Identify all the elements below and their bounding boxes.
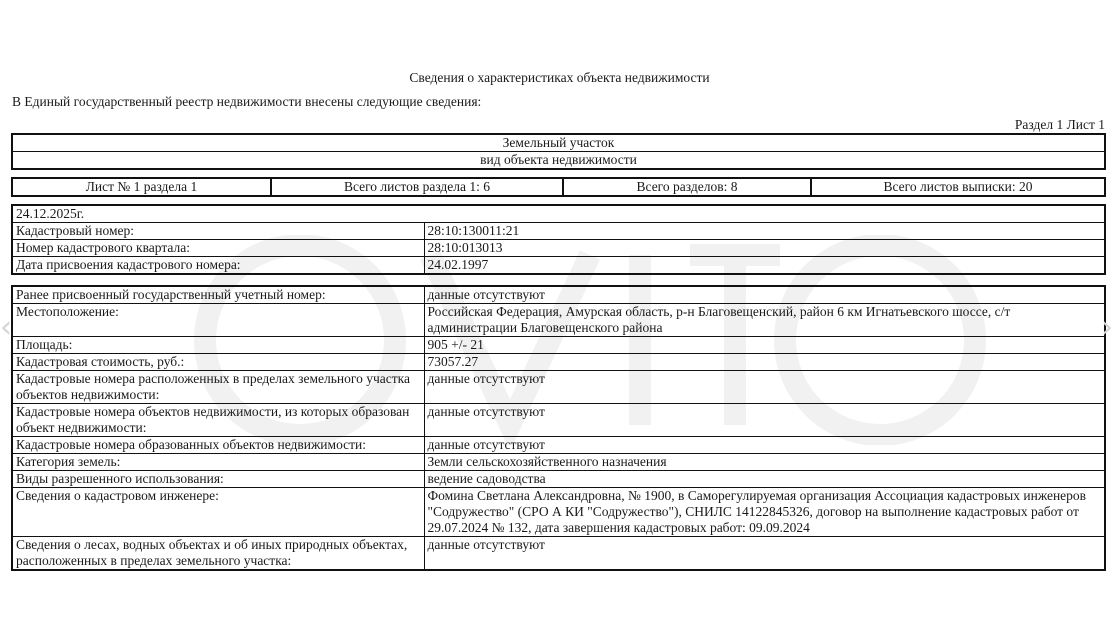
row-value: данные отсутствуют (424, 286, 1105, 304)
chevron-right-icon[interactable]: › (1101, 310, 1113, 345)
row-label: Площадь: (12, 337, 424, 354)
row-value: данные отсутствуют (424, 437, 1105, 454)
table-row (12, 437, 1105, 454)
row-value: Фомина Светлана Александровна, № 1900, в Саморегулируемая организация Ассоциация кадастровых инженеров "Содружество" (СРО А КИ "Содружество"), СНИЛС 14122845326, договор на выполнение кадастровых работ от 29.07.2024 № 132, дата завершения кадастровых работ: 09.09.2024 (424, 488, 1105, 537)
cadastral-info-table (11, 204, 1106, 275)
table-row (12, 337, 1105, 354)
row-value: 73057.27 (424, 354, 1105, 371)
row-value: Земли сельскохозяйственного назначения (424, 454, 1105, 471)
characteristics-table (11, 285, 1106, 571)
table-row (12, 304, 1105, 337)
chevron-left-icon[interactable]: ‹ (0, 310, 12, 345)
row-value: 28:10:013013 (424, 240, 1105, 257)
object-type-table (11, 133, 1106, 170)
row-value: 905 +/- 21 (424, 337, 1105, 354)
row-value: Российская Федерация, Амурская область, р-н Благовещенский, район 6 км Игнатьевского шоссе, с/т администрации Благовещенского района (424, 304, 1105, 337)
table-row (12, 404, 1105, 437)
object-type: Земельный участок (12, 134, 1105, 152)
row-label: Кадастровые номера объектов недвижимости, из которых образован объект недвижимости: (12, 404, 424, 437)
total-sheets-extract: Всего листов выписки: 20 (811, 178, 1105, 196)
table-row (12, 454, 1105, 471)
table-row (12, 488, 1105, 537)
table-row (12, 354, 1105, 371)
object-type-caption: вид объекта недвижимости (12, 152, 1105, 170)
row-label: Номер кадастрового квартала: (12, 240, 424, 257)
table-row (12, 471, 1105, 488)
row-label: Кадастровый номер: (12, 223, 424, 240)
table-row (12, 286, 1105, 304)
total-sheets-section: Всего листов раздела 1: 6 (271, 178, 563, 196)
table-row (12, 240, 1105, 257)
section-reference: Раздел 1 Лист 1 (1014, 117, 1105, 132)
row-label: Кадастровая стоимость, руб.: (12, 354, 424, 371)
table-row (12, 223, 1105, 240)
table-row (12, 537, 1105, 571)
row-label: Сведения о лесах, водных объектах и об иных природных объектах, расположенных в пределах земельного участка: (12, 537, 424, 571)
row-label: Местоположение: (12, 304, 424, 337)
row-label: Кадастровые номера образованных объектов недвижимости: (12, 437, 424, 454)
row-value: данные отсутствуют (424, 404, 1105, 437)
row-label: Категория земель: (12, 454, 424, 471)
sheet-number: Лист № 1 раздела 1 (12, 178, 271, 196)
table-row (12, 371, 1105, 404)
row-label: Виды разрешенного использования: (12, 471, 424, 488)
row-value: 24.02.1997 (424, 257, 1105, 275)
row-label: Ранее присвоенный государственный учетный номер: (12, 286, 424, 304)
document-title: Сведения о характеристиках объекта недвижимости (409, 70, 710, 85)
row-value: 28:10:130011:21 (424, 223, 1105, 240)
table-row (12, 257, 1105, 275)
row-value: данные отсутствуют (424, 537, 1105, 571)
row-label: Сведения о кадастровом инженере: (12, 488, 424, 537)
row-label: Кадастровые номера расположенных в пределах земельного участка объектов недвижимости: (12, 371, 424, 404)
sheets-table (11, 177, 1106, 197)
row-value: ведение садоводства (424, 471, 1105, 488)
document-intro: В Единый государственный реестр недвижимости внесены следующие сведения: (12, 94, 482, 109)
extract-date: 24.12.2025г. (12, 205, 1105, 223)
row-label: Дата присвоения кадастрового номера: (12, 257, 424, 275)
row-value: данные отсутствуют (424, 371, 1105, 404)
total-sections: Всего разделов: 8 (563, 178, 811, 196)
